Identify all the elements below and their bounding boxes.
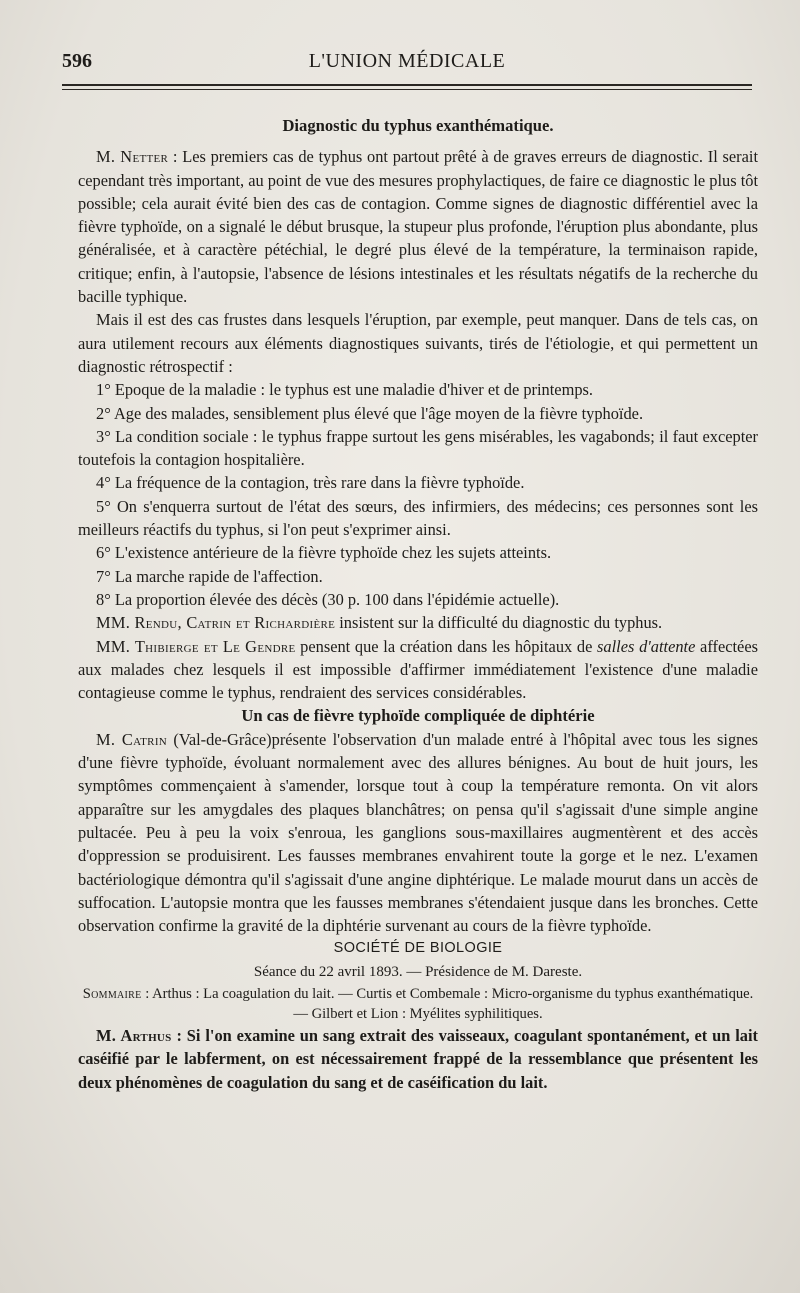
session-line: Séance du 22 avril 1893. — Présidence de M. Dareste.	[253, 963, 583, 980]
paragraph-text: : Si l'on examine un sang extrait des vaisseaux, coagulant spontanément, et un lait caséifié par le labferment, on est nécessairement frappé de la ressemblance que présentent les deux phénomènes de coagulation du sang et de caséification du lait.	[78, 1025, 759, 1092]
page-number: 596	[62, 50, 92, 72]
list-item: 8° La proportion élevée des décès (30 p. 100 dans l'épidémie actuelle).	[96, 589, 560, 609]
italic-phrase: salles d'attente	[597, 636, 696, 656]
list-item: 5° On s'enquerra surtout de l'état des sœurs, des infirmiers, des médecins; ces personnes sont les meilleurs réactifs du typhus, si l'on peut s'exprimer ainsi.	[78, 496, 758, 540]
paragraph-arthus	[78, 1024, 758, 1094]
summary	[78, 984, 758, 1024]
paragraph-rendu	[78, 611, 758, 634]
paragraph-frustes: Mais il est des cas frustes dans lesquels l'éruption, par exemple, peut manquer. Dans de tels cas, on aura utilement recours aux éléments diagnostiques suivants, tirés de l'étiologie, et qui permettent un diagnostic rétrospectif :	[78, 310, 758, 376]
section-title-diphtherie: Un cas de fièvre typhoïde compliquée de diphtérie	[241, 706, 595, 726]
page-header	[62, 46, 752, 80]
society-heading: SOCIÉTÉ DE BIOLOGIE	[333, 940, 503, 957]
section-title-typhus: Diagnostic du typhus exanthématique.	[282, 116, 554, 135]
summary-text: : Arthus : La coagulation du lait. — Curtis et Combemale : Micro-organisme du typhus exanthématique. — Gilbert et Lion : Myélites syphilitiques.	[141, 985, 754, 1022]
list-item: 6° L'existence antérieure de la fièvre typhoïde chez les sujets atteints.	[96, 543, 552, 563]
paragraph-text: pensent que la création dans les hôpitaux de	[295, 636, 598, 656]
list-item: 4° La fréquence de la contagion, très rare dans la fièvre typhoïde.	[96, 473, 525, 493]
summary-label: Sommaire	[82, 985, 142, 1002]
paragraph-thibierge	[78, 635, 758, 705]
speaker-name: M. Catrin	[96, 729, 168, 749]
paragraph-text: insistent sur la difficulté du diagnostic du typhus.	[335, 613, 663, 633]
list-item: 3° La condition sociale : le typhus frappe surtout les gens misérables, les vagabonds; il faut excepter toutefois la contagion hospitalière.	[78, 426, 758, 470]
journal-title: L'UNION MÉDICALE	[308, 50, 506, 72]
paragraph-text: (Val-de-Grâce)présente l'observation d'un malade entré à l'hôpital avec tous les signes d'une fièvre typhoïde, évoluant normalement avec des allures bénignes. Au bout de huit jours, les symptômes commençaient à s'amender, lorsque tout à coup la température remonta. On vit alors apparaître sur les amygdales des plaques blanchâtres; on pensa qu'il s'agissait d'une simple angine pultacée. Peu à peu la voix s'enroua, les ganglions sous-maxillaires augmentèrent et des accès d'oppression se produisirent. Les fausses membranes envahirent toute la gorge et le nez. L'examen bactériologique démontra qu'il s'agissait d'une angine diphtérique. Le malade mourut dans un accès de suffocation. L'autopsie montra que les fausses membranes s'étendaient jusque dans les bronches. Cette observation confirme la gravité de la diphtérie survenant au cours de la fièvre typhoïde.	[78, 729, 758, 936]
paragraph-catrin	[78, 728, 758, 938]
speaker-names: MM. Rendu, Catrin et Richardière	[96, 613, 336, 633]
list-item: 2° Age des malades, sensiblement plus élevé que l'âge moyen de la fièvre typhoïde.	[96, 403, 644, 423]
header-rule-thin	[62, 89, 752, 90]
paragraph-text: affectées aux malades chez lesquels il est impossible d'affirmer immédiatement l'existence d'une maladie contagieuse comme le typhus, rendraient des services considérables.	[78, 636, 758, 703]
speaker-name: M. Arthus	[96, 1025, 172, 1045]
header-rule	[62, 84, 752, 86]
speaker-names: MM. Thibierge et Le Gendre	[96, 636, 296, 656]
list-item: 7° La marche rapide de l'affection.	[96, 566, 323, 586]
article-body	[78, 104, 758, 1094]
paragraph-netter	[78, 145, 758, 308]
list-item: 1° Epoque de la maladie : le typhus est une maladie d'hiver et de printemps.	[96, 380, 593, 400]
speaker-name: M. Netter	[96, 147, 169, 167]
paragraph-text: : Les premiers cas de typhus ont partout prêté à de graves erreurs de diagnostic. Il serait cependant très important, au point de vue des mesures prophylactiques, de faire ce diagnostic le plus tôt possible; cela aurait évité bien des cas de contagion. Comme signes de diagnostic différentiel avec la fièvre typhoïde, on a signalé le début brusque, la stupeur plus profonde, l'éruption plus abondante, plus généralisée, et à caractère pétéchial, le degré plus élevé de la température, la terminaison rapide, critique; enfin, à l'autopsie, l'absence de lésions intestinales et les résultats négatifs de la recherche du bacille typhique.	[78, 147, 759, 307]
